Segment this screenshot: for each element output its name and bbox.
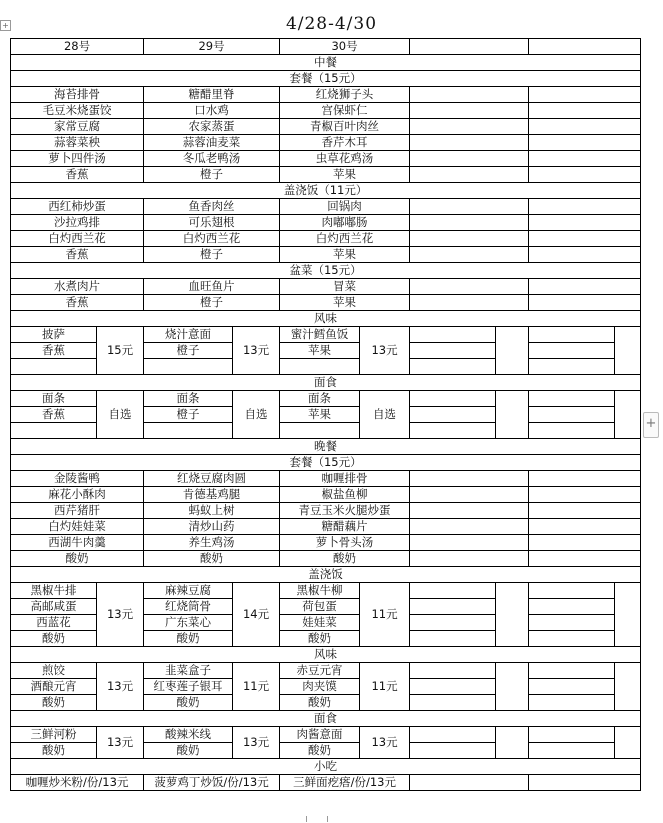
empty-cell: [615, 583, 641, 647]
empty-cell: [410, 343, 496, 359]
empty-cell: [529, 551, 641, 567]
price-cell: 15元: [97, 327, 144, 375]
empty-cell: [529, 279, 641, 295]
empty-cell: [410, 503, 529, 519]
dish-cell: 西湖牛肉羹: [11, 535, 144, 551]
header-row: [11, 39, 641, 55]
dish-cell: 白灼娃娃菜: [11, 519, 144, 535]
dish-cell: 养生鸡汤: [144, 535, 280, 551]
empty-cell: [410, 295, 529, 311]
dish-cell: 蒜蓉菜秧: [11, 135, 144, 151]
dish-cell: 橙子: [144, 167, 280, 183]
dish-cell: 娃娃菜: [280, 615, 360, 631]
empty-cell: [529, 471, 641, 487]
price-cell: 自选: [233, 391, 280, 439]
section-row: [11, 311, 641, 327]
dish-cell: 香蕉: [11, 295, 144, 311]
dish-cell: 苹果: [280, 167, 410, 183]
table-row: [11, 471, 641, 487]
empty-cell: [529, 295, 641, 311]
section-row: [11, 439, 641, 455]
dish-cell: 海苔排骨: [11, 87, 144, 103]
table-row: [11, 727, 641, 743]
empty-cell: [529, 423, 615, 439]
empty-cell: [410, 199, 529, 215]
empty-cell: [410, 135, 529, 151]
dish-cell: 冒菜: [280, 279, 410, 295]
table-row: [11, 295, 641, 311]
empty-cell: [529, 87, 641, 103]
empty-cell: [410, 743, 496, 759]
dish-cell: 广东菜心: [144, 615, 233, 631]
empty-cell: [529, 631, 615, 647]
section-row: [11, 455, 641, 471]
dish-cell: [144, 359, 233, 375]
dish-cell: 面条: [280, 391, 360, 407]
empty-cell: [410, 679, 496, 695]
empty-cell: [410, 87, 529, 103]
table-row: [11, 231, 641, 247]
empty-cell: [529, 775, 641, 791]
empty-cell: [410, 103, 529, 119]
empty-cell: [410, 247, 529, 263]
dish-cell: 虫草花鸡汤: [280, 151, 410, 167]
empty-cell: [529, 231, 641, 247]
dish-cell: [280, 423, 360, 439]
table-row: [11, 535, 641, 551]
empty-cell: [410, 279, 529, 295]
empty-cell: [529, 727, 615, 743]
dish-cell: 青豆玉米火腿炒蛋: [280, 503, 410, 519]
table-row: [11, 279, 641, 295]
dish-cell: 萝卜骨头汤: [280, 535, 410, 551]
page-title: 4/28-4/30: [285, 14, 378, 34]
empty-cell: [410, 519, 529, 535]
table-row: [11, 327, 641, 343]
dish-cell: 红烧豆腐肉圆: [144, 471, 280, 487]
section-title: 盆菜（15元）: [11, 263, 641, 279]
dish-cell: 煎饺: [11, 663, 97, 679]
dish-cell: [280, 359, 360, 375]
dish-cell: 西红柿炒蛋: [11, 199, 144, 215]
dish-cell: 香蕉: [11, 247, 144, 263]
dish-cell: 三鲜面疙瘩/份/13元: [280, 775, 410, 791]
table-row: [11, 503, 641, 519]
table-row: [11, 583, 641, 599]
empty-cell: [529, 503, 641, 519]
empty-cell: [410, 151, 529, 167]
empty-cell: [529, 151, 641, 167]
dish-cell: 咖喱排骨: [280, 471, 410, 487]
price-cell: 13元: [97, 583, 144, 647]
dish-cell: 西蓝花: [11, 615, 97, 631]
price-cell: 11元: [233, 663, 280, 711]
price-cell: 11元: [360, 663, 410, 711]
dish-cell: 苹果: [280, 295, 410, 311]
dish-cell: 蜜汁鳕鱼饭: [280, 327, 360, 343]
table-resize-handle[interactable]: [306, 816, 328, 822]
dish-cell: 香蕉: [11, 407, 97, 423]
dish-cell: 酸辣米线: [144, 727, 233, 743]
section-title: 面食: [11, 711, 641, 727]
dish-cell: 西芹猪肝: [11, 503, 144, 519]
empty-cell: [410, 583, 496, 599]
dish-cell: 酸奶: [280, 631, 360, 647]
dish-cell: 红烧筒骨: [144, 599, 233, 615]
meal-title: 晚餐: [11, 439, 641, 455]
section-title: 面食: [11, 375, 641, 391]
dish-cell: 水煮肉片: [11, 279, 144, 295]
dish-cell: 鱼香肉丝: [144, 199, 280, 215]
dish-cell: [11, 359, 97, 375]
empty-cell: [410, 599, 496, 615]
table-row: [11, 519, 641, 535]
dish-cell: 酸奶: [11, 695, 97, 711]
dish-cell: 荷包蛋: [280, 599, 360, 615]
section-row: [11, 263, 641, 279]
empty-cell: [410, 327, 496, 343]
dish-cell: 蒜蓉油麦菜: [144, 135, 280, 151]
empty-cell: [529, 487, 641, 503]
dish-cell: 清炒山药: [144, 519, 280, 535]
empty-cell: [529, 599, 615, 615]
dish-cell: 酸奶: [11, 551, 144, 567]
empty-cell: [615, 327, 641, 375]
dish-cell: 酸奶: [144, 695, 233, 711]
dish-cell: 红枣莲子银耳: [144, 679, 233, 695]
dish-cell: 回锅肉: [280, 199, 410, 215]
table-row: [11, 135, 641, 151]
dish-cell: 血旺鱼片: [144, 279, 280, 295]
section-title: 小吃: [11, 759, 641, 775]
empty-cell: [529, 39, 641, 55]
dish-cell: 青椒百叶肉丝: [280, 119, 410, 135]
menu-table: [10, 38, 641, 791]
day-header: 29号: [144, 39, 280, 55]
empty-cell: [529, 663, 615, 679]
dish-cell: 肉酱意面: [280, 727, 360, 743]
dish-cell: 披萨: [11, 327, 97, 343]
table-row: [11, 167, 641, 183]
add-row-icon[interactable]: +: [643, 412, 659, 438]
dish-cell: 酸奶: [11, 743, 97, 759]
section-title: 套餐（15元）: [11, 455, 641, 471]
table-row: [11, 663, 641, 679]
empty-cell: [529, 119, 641, 135]
table-row: [11, 247, 641, 263]
dish-cell: 蚂蚁上树: [144, 503, 280, 519]
empty-cell: [410, 215, 529, 231]
table-row: [11, 487, 641, 503]
empty-cell: [496, 663, 529, 711]
day-header: 28号: [11, 39, 144, 55]
dish-cell: 橙子: [144, 343, 233, 359]
empty-cell: [529, 359, 615, 375]
price-cell: 13元: [97, 727, 144, 759]
dish-cell: 白灼西兰花: [280, 231, 410, 247]
empty-cell: [410, 663, 496, 679]
empty-cell: [496, 327, 529, 375]
empty-cell: [410, 359, 496, 375]
dish-cell: 农家蒸蛋: [144, 119, 280, 135]
empty-cell: [529, 327, 615, 343]
dish-cell: 冬瓜老鸭汤: [144, 151, 280, 167]
empty-cell: [410, 695, 496, 711]
empty-cell: [615, 391, 641, 439]
empty-cell: [529, 535, 641, 551]
dish-cell: [144, 423, 233, 439]
section-title: 风味: [11, 647, 641, 663]
dish-cell: 红烧狮子头: [280, 87, 410, 103]
section-row: [11, 759, 641, 775]
dish-cell: 白灼西兰花: [11, 231, 144, 247]
table-row: [11, 391, 641, 407]
empty-cell: [410, 119, 529, 135]
empty-cell: [496, 391, 529, 439]
empty-cell: [410, 631, 496, 647]
table-row: [11, 215, 641, 231]
empty-cell: [410, 231, 529, 247]
section-row: [11, 711, 641, 727]
table-row: [11, 103, 641, 119]
empty-cell: [410, 391, 496, 407]
dish-cell: 苹果: [280, 343, 360, 359]
dish-cell: 三鲜河粉: [11, 727, 97, 743]
dish-cell: 面条: [144, 391, 233, 407]
dish-cell: 烧汁意面: [144, 327, 233, 343]
empty-cell: [410, 167, 529, 183]
dish-cell: [11, 423, 97, 439]
dish-cell: 香芹木耳: [280, 135, 410, 151]
section-title: 盖浇饭（11元）: [11, 183, 641, 199]
dish-cell: 酸奶: [11, 631, 97, 647]
dish-cell: 麻辣豆腐: [144, 583, 233, 599]
section-row: [11, 647, 641, 663]
dish-cell: 菠萝鸡丁炒饭/份/13元: [144, 775, 280, 791]
price-cell: 14元: [233, 583, 280, 647]
empty-cell: [529, 343, 615, 359]
empty-cell: [410, 39, 529, 55]
day-header: 30号: [280, 39, 410, 55]
table-row: [11, 551, 641, 567]
dish-cell: 面条: [11, 391, 97, 407]
dish-cell: 香蕉: [11, 343, 97, 359]
dish-cell: 韭菜盒子: [144, 663, 233, 679]
dish-cell: 沙拉鸡排: [11, 215, 144, 231]
section-title: 套餐（15元）: [11, 71, 641, 87]
dish-cell: 口水鸡: [144, 103, 280, 119]
dish-cell: 糖醋里脊: [144, 87, 280, 103]
empty-cell: [529, 615, 615, 631]
dish-cell: 椒盐鱼柳: [280, 487, 410, 503]
table-row: [11, 119, 641, 135]
empty-cell: [529, 215, 641, 231]
section-row: [11, 183, 641, 199]
dish-cell: 肉嘟嘟肠: [280, 215, 410, 231]
empty-cell: [529, 519, 641, 535]
empty-cell: [410, 471, 529, 487]
price-cell: 13元: [360, 327, 410, 375]
section-row: [11, 71, 641, 87]
dish-cell: 酸奶: [280, 551, 410, 567]
empty-cell: [529, 407, 615, 423]
table-move-handle[interactable]: +: [0, 20, 11, 31]
table-row: [11, 199, 641, 215]
section-title: 风味: [11, 311, 641, 327]
dish-cell: 黑椒牛排: [11, 583, 97, 599]
meal-title: 中餐: [11, 55, 641, 71]
dish-cell: 酒酿元宵: [11, 679, 97, 695]
dish-cell: 酸奶: [280, 743, 360, 759]
empty-cell: [529, 247, 641, 263]
price-cell: 11元: [360, 583, 410, 647]
empty-cell: [529, 695, 615, 711]
empty-cell: [529, 103, 641, 119]
section-row: [11, 567, 641, 583]
dish-cell: 苹果: [280, 407, 360, 423]
dish-cell: 白灼西兰花: [144, 231, 280, 247]
table-row: [11, 775, 641, 791]
dish-cell: 金陵酱鸭: [11, 471, 144, 487]
price-cell: 13元: [233, 327, 280, 375]
dish-cell: 橙子: [144, 247, 280, 263]
empty-cell: [410, 551, 529, 567]
empty-cell: [529, 583, 615, 599]
empty-cell: [410, 535, 529, 551]
price-cell: 自选: [97, 391, 144, 439]
dish-cell: 肉夹馍: [280, 679, 360, 695]
dish-cell: 咖喱炒米粉/份/13元: [11, 775, 144, 791]
empty-cell: [410, 487, 529, 503]
table-row: [11, 87, 641, 103]
empty-cell: [529, 167, 641, 183]
dish-cell: 酸奶: [144, 743, 233, 759]
dish-cell: 赤豆元宵: [280, 663, 360, 679]
dish-cell: 家常豆腐: [11, 119, 144, 135]
dish-cell: 麻花小酥肉: [11, 487, 144, 503]
price-cell: 13元: [233, 727, 280, 759]
empty-cell: [529, 199, 641, 215]
section-row: [11, 375, 641, 391]
dish-cell: 黑椒牛柳: [280, 583, 360, 599]
empty-cell: [410, 407, 496, 423]
empty-cell: [529, 743, 615, 759]
dish-cell: 酸奶: [144, 551, 280, 567]
dish-cell: 酸奶: [280, 695, 360, 711]
empty-cell: [496, 727, 529, 759]
dish-cell: 橙子: [144, 295, 280, 311]
dish-cell: 宫保虾仁: [280, 103, 410, 119]
empty-cell: [529, 391, 615, 407]
dish-cell: 高邮咸蛋: [11, 599, 97, 615]
dish-cell: 可乐翅根: [144, 215, 280, 231]
price-cell: 自选: [360, 391, 410, 439]
empty-cell: [410, 423, 496, 439]
price-cell: 13元: [360, 727, 410, 759]
table-row: [11, 151, 641, 167]
empty-cell: [410, 615, 496, 631]
dish-cell: 萝卜四件汤: [11, 151, 144, 167]
empty-cell: [529, 135, 641, 151]
dish-cell: 香蕉: [11, 167, 144, 183]
dish-cell: 橙子: [144, 407, 233, 423]
dish-cell: 肯德基鸡腿: [144, 487, 280, 503]
empty-cell: [615, 727, 641, 759]
section-row: [11, 55, 641, 71]
empty-cell: [410, 775, 529, 791]
section-title: 盖浇饭: [11, 567, 641, 583]
dish-cell: 酸奶: [144, 631, 233, 647]
dish-cell: 苹果: [280, 247, 410, 263]
empty-cell: [529, 679, 615, 695]
dish-cell: 毛豆米烧蛋饺: [11, 103, 144, 119]
price-cell: 13元: [97, 663, 144, 711]
empty-cell: [496, 583, 529, 647]
empty-cell: [615, 663, 641, 711]
empty-cell: [410, 727, 496, 743]
dish-cell: 糖醋藕片: [280, 519, 410, 535]
